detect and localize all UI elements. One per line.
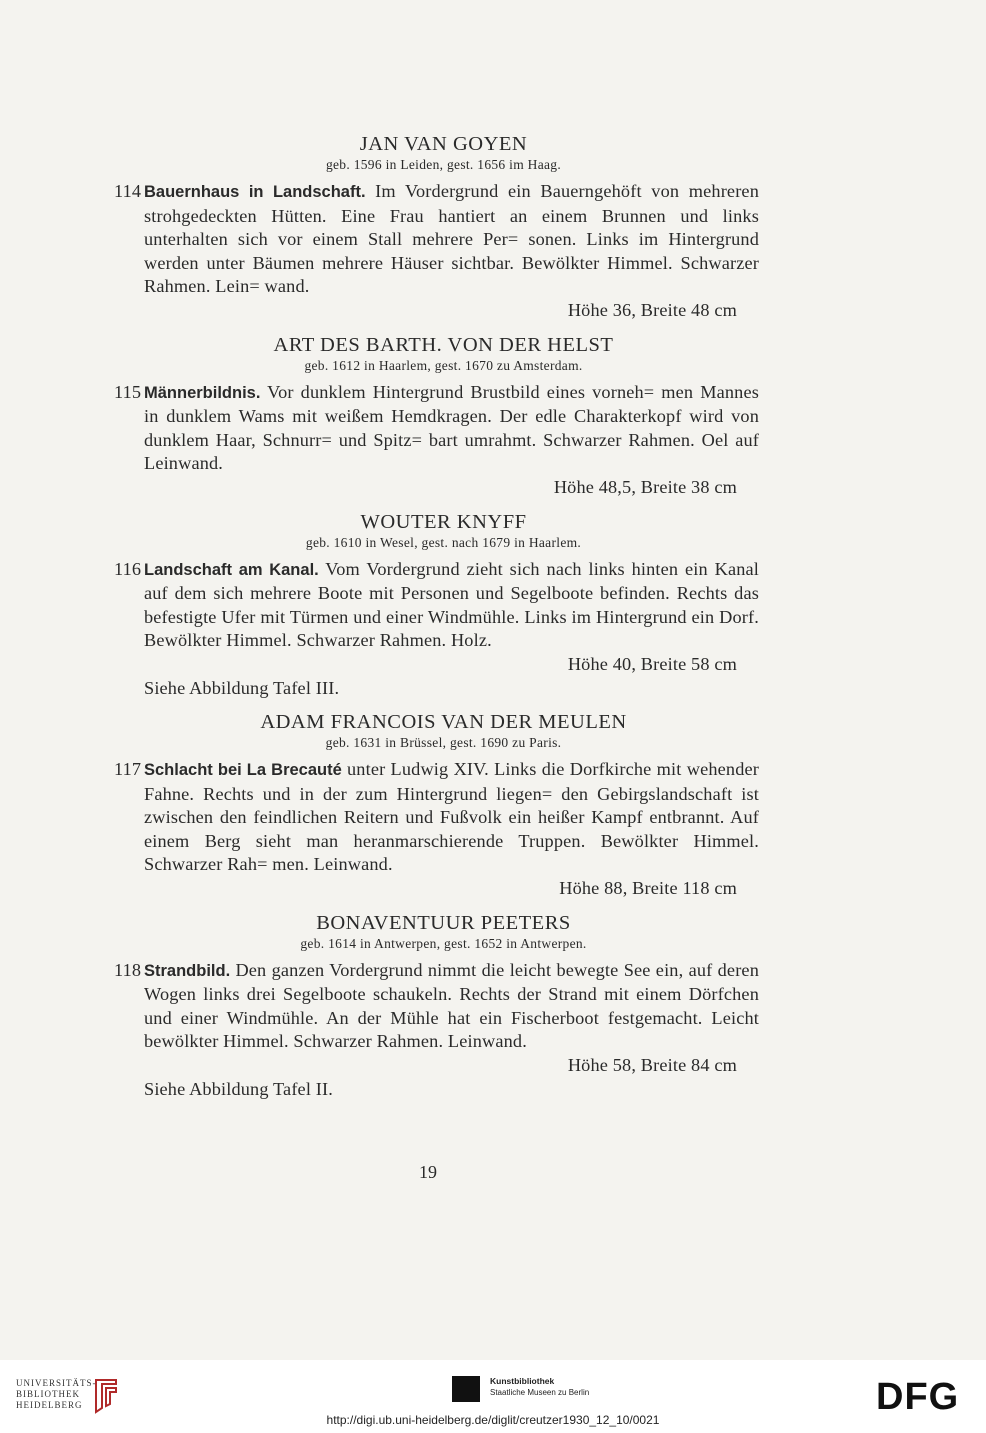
entry-dimensions: Höhe 40, Breite 58 cm [567, 653, 737, 674]
digitization-footer [0, 1360, 986, 1433]
entry-plate-reference: Siehe Abbildung Tafel III. [144, 677, 340, 698]
kunstbibliothek-subtitle: Staatliche Museen zu Berlin [490, 1388, 590, 1397]
entry-dimensions: Höhe 48,5, Breite 38 cm [553, 476, 737, 497]
catalog-section [104, 132, 759, 323]
university-line: UNIVERSITÄTS- [16, 1378, 97, 1388]
permalink-url[interactable]: http://digi.ub.uni-heidelberg.de/diglit/creutzer1930_12_10/0021 [326, 1413, 660, 1427]
university-line: HEIDELBERG [16, 1400, 83, 1410]
entry-number: 114 [114, 181, 142, 201]
entry-description: Den ganzen Vordergrund nimmt die leicht bewegte See ein, auf deren Wogen links drei Segelboote schaukeln. Rechts der Strand mit einem Dörfchen und einer Windmühle. An der Mühle hat ein Fischerboot festgemacht. Leicht bewölkter Himmel. Schwarzer Rahmen. Leinwand. [144, 959, 759, 1052]
catalog-entry [104, 558, 759, 701]
entry-plate-reference: Siehe Abbildung Tafel II. [144, 1078, 333, 1099]
kunstbibliothek-name: Kunstbibliothek [490, 1376, 555, 1386]
catalog-section [104, 710, 759, 901]
entry-number: 115 [114, 381, 142, 402]
entry-number: 117 [114, 759, 142, 780]
catalog-text [104, 132, 759, 1101]
catalog-entry [104, 381, 759, 500]
catalog-section [104, 333, 759, 500]
artist-heading: BONAVENTUUR PEETERS [316, 911, 571, 934]
artist-life-dates: geb. 1612 in Haarlem, gest. 1670 zu Amsterdam. [304, 357, 583, 373]
artist-life-dates: geb. 1610 in Wesel, gest. nach 1679 in Haarlem. [305, 534, 582, 550]
catalog-section [104, 911, 759, 1102]
entry-title: Bauernhaus in Landschaft. [144, 183, 366, 201]
artist-heading: ADAM FRANCOIS VAN DER MEULEN [260, 711, 627, 734]
catalog-entry [104, 758, 759, 901]
university-library-label[interactable] [16, 1378, 97, 1411]
artist-heading: WOUTER KNYFF [360, 510, 527, 533]
entry-dimensions: Höhe 58, Breite 84 cm [567, 1055, 737, 1076]
entry-description: Vor dunklem Hintergrund Brustbild eines vorneh= men Mannes in dunklem Wams mit weißem Hemdkragen. Der edle Charakterkopf wird von dunklem Haar, Schnurr= und Spitz= bart umrahmt. Schwarzer Rahmen. Oel auf Leinwand. [144, 381, 759, 474]
entry-number: 116 [114, 558, 142, 579]
entry-title: Männerbildnis. [144, 383, 261, 402]
entry-description: Im Vordergrund ein Bauerngehöft von mehreren strohgedeckten Hütten. Eine Frau hantiert an einem Brunnen und links unterhalten sich vor einem Stall mehrere Per= sonen. Links im Hintergrund werden unter Bäumen mehrere Häuser sichtbar. Bewölkter Himmel. Schwarzer Rahmen. Lein= wand. [144, 181, 759, 297]
kunstbibliothek-mark-icon [452, 1376, 480, 1402]
entry-description: unter Ludwig XIV. Links die Dorfkirche mit wehender Fahne. Rechts und in der zum Hintergrund liegen= den Gebirgslandschaft ist zwischen den feindlichen Reitern und Fußvolk ein heißer Kampf entbrannt. Auf einem Berg sieht man heranmarschierende Truppen. Bewölkter Himmel. Schwarzer Rah= men. Leinwand. [144, 759, 759, 875]
page-number: 19 [419, 1162, 437, 1182]
entry-dimensions: Höhe 36, Breite 48 cm [567, 299, 737, 320]
artist-life-dates: geb. 1614 in Antwerpen, gest. 1652 in Antwerpen. [300, 935, 587, 951]
entry-title: Landschaft am Kanal. [144, 560, 319, 579]
artist-life-dates: geb. 1596 in Leiden, gest. 1656 im Haag. [325, 157, 562, 172]
artist-life-dates: geb. 1631 in Brüssel, gest. 1690 zu Paris. [325, 735, 562, 751]
catalog-entry [104, 180, 759, 323]
catalog-section [104, 510, 759, 701]
entry-title: Strandbild. [144, 961, 231, 980]
entry-dimensions: Höhe 88, Breite 118 cm [559, 878, 737, 899]
university-logo-icon[interactable] [90, 1374, 122, 1414]
entry-description: Vom Vordergrund zieht sich nach links hinten ein Kanal auf dem sich mehrere Boote mit Personen und Segelboote befinden. Rechts das befestigte Ufer mit Türmen und einer Windmühle. Links im Hintergrund ein Dorf. Bewölkter Himmel. Schwarzer Rahmen. Holz. [144, 558, 759, 651]
catalog-entry [104, 959, 759, 1102]
artist-heading: JAN VAN GOYEN [359, 133, 528, 155]
entry-number: 118 [114, 959, 142, 980]
dfg-logo[interactable]: DFG [876, 1376, 960, 1418]
entry-title: Schlacht bei La Brecauté [144, 761, 342, 780]
university-line: BIBLIOTHEK [16, 1389, 80, 1399]
artist-heading: ART DES BARTH. VON DER HELST [273, 333, 614, 356]
